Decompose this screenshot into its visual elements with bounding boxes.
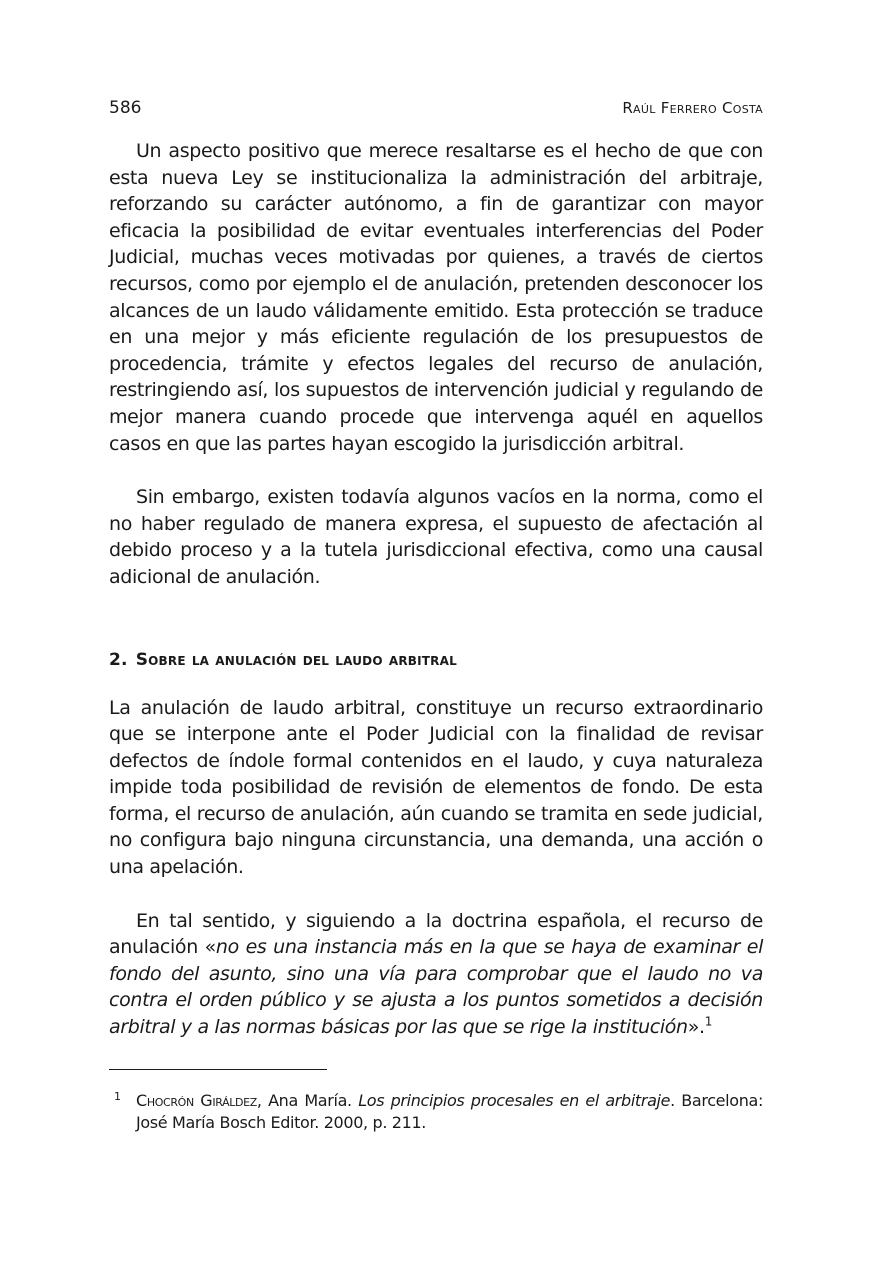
section-title: Sobre la anulación del laudo arbitral — [135, 649, 457, 670]
footnote-publication: . Barcelona: José María Bosch Editor. 2000, p. 211. — [136, 1090, 763, 1133]
footnote-author: Chocrón Giráldez, — [136, 1090, 262, 1110]
quote-intro: En tal sentido, y siguiendo a la doctrina española, el recurso de anulación « — [109, 909, 763, 959]
footnote-separator — [109, 1069, 327, 1070]
footnote — [109, 1090, 763, 1135]
running-head-author: Raúl Ferrero Costa — [622, 99, 763, 117]
footnote-work-title: Los principios procesales en el arbitraje — [358, 1090, 671, 1110]
footnote-author-given: Ana María. — [261, 1090, 359, 1110]
footnote-reference[interactable]: 1 — [704, 1014, 713, 1029]
body-paragraph-4 — [109, 908, 763, 1041]
page — [109, 92, 763, 1135]
quote-close: ». — [687, 1016, 705, 1039]
body-paragraph-1: Un aspecto positivo que merece resaltarse es el hecho de que con esta nueva Ley se institucionaliza la administración del arbitraje, reforzando su carácter autónomo, a fin de garantizar con mayor eficacia la posibilidad de evitar eventuales interferencias del Poder Judicial, muchas veces motivadas por quienes, a través de ciertos recursos, como por ejemplo el de anulación, pretenden desconocer los alcances de un laudo válidamente emitido. Esta protección se traduce en una mejor y más eficiente regulación de los presupuestos de procedencia, trámite y efectos legales del recurso de anulación, restringiendo así, los supuestos de intervención judicial y regulando de mejor manera cuando procede que intervenga aquél en aquellos casos en que las partes hayan escogido la jurisdicción arbitral. — [109, 140, 763, 455]
body-paragraph-3: La anulación de laudo arbitral, constituye un recurso extraordinario que se interpone ante el Poder Judicial con la finalidad de revisar defectos de índole formal contenidos en el laudo, y cuya naturaleza impide toda posibilidad de revisión de elementos de fondo. De esta forma, el recurso de anulación, aún cuando se tramita en sede judicial, no configura bajo ninguna circunstancia, una demanda, una acción o una apelación. — [109, 696, 763, 879]
section-heading — [109, 647, 763, 673]
body-paragraph-2: Sin embargo, existen todavía algunos vacíos en la norma, como el no haber regulado de manera expresa, el supuesto de afectación al debido proceso y a la tutela jurisdiccional efectiva, como una causal adicional de anulación. — [109, 486, 763, 588]
page-number: 586 — [109, 98, 142, 118]
section-number: 2. — [109, 649, 128, 670]
footnote-mark: 1 — [114, 1089, 121, 1103]
quoted-text: no es una instancia más en la que se haya de examinar el fondo del asunto, sino una vía para comprobar que el laudo no va contra el orden público y se ajusta a los puntos sometidos a decisión arbitral y a las normas básicas por las que se rige la institución — [109, 936, 763, 1039]
running-head — [109, 92, 763, 124]
